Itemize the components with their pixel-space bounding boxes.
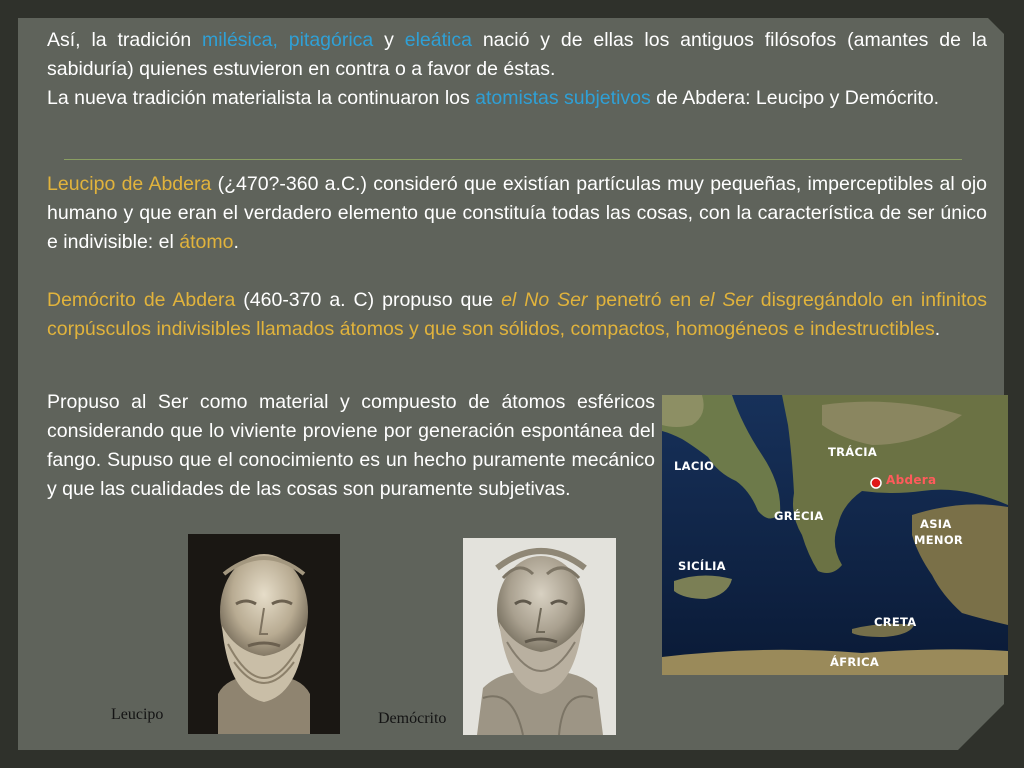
highlight-no-ser: el No Ser <box>501 289 588 311</box>
highlight-eleatica: eleática <box>404 29 472 51</box>
paragraph-tradicion <box>47 26 987 84</box>
text-run: (460-370 a. C) propuso que <box>235 289 502 311</box>
leucipo-bust-image <box>188 534 340 734</box>
slide-corner-cut <box>958 702 1006 750</box>
democrito-bust-drawing <box>463 538 616 735</box>
caption-leucipo: Leucipo <box>111 706 164 723</box>
divider-line <box>64 159 962 160</box>
paragraph-democrito <box>47 286 987 344</box>
paragraph-propuso: Propuso al Ser como material y compuesto de átomos esféricos considerando que lo viviente proviene por generación espontánea del fango. Supuso que el conocimiento es un hecho puramente mecánico y que las cualidades de las cosas son puramente subjetivas. <box>47 391 655 500</box>
text-run: nació y de ellas los antiguos filósofos (amantes de la sabiduría) quienes estuvieron en contra o a favor de éstas. <box>47 29 987 80</box>
highlight-democrito-de-abdera: Demócrito de Abdera <box>47 289 236 311</box>
map-label-asia: ASIA <box>920 517 952 531</box>
map-label-lacio: LACIO <box>674 459 715 473</box>
highlight-atomistas: atomistas subjetivos <box>475 87 651 109</box>
map-label-creta: CRETA <box>874 615 917 629</box>
text-run: y <box>373 29 405 51</box>
highlight-leucipo-de-abdera: Leucipo de Abdera <box>47 173 212 195</box>
highlight-milesica-pitagorica: milésica, pitagórica <box>202 29 374 51</box>
map-label-africa: ÁFRICA <box>830 655 880 669</box>
text-run: (¿470?-360 a.C.) consideró que existían partículas muy pequeñas, imperceptibles al ojo humano y que eran el verdadero elemento que constituía todas las cosas, con la característica de ser único e indivisible: el <box>47 173 988 253</box>
paragraph-materialista <box>47 84 987 113</box>
map-label-menor: MENOR <box>914 533 964 547</box>
paragraph-leucipo <box>47 170 987 257</box>
text-run: Así, la tradición <box>47 29 203 51</box>
slide-corner-cut-top <box>988 18 1006 36</box>
text-run: La nueva tradición materialista la continuaron los <box>47 87 476 109</box>
highlight-atomo: átomo <box>179 231 234 253</box>
map-label-tracia: TRÁCIA <box>828 445 878 459</box>
text-run: . <box>934 318 941 340</box>
leucipo-bust-drawing <box>188 534 340 734</box>
map-label-grecia: GRÉCIA <box>774 509 824 523</box>
caption-democrito: Demócrito <box>378 710 447 727</box>
map-label-sicilia: SICÍLIA <box>678 559 726 573</box>
highlight-disgregandolo: disgregándolo en infinitos corpúsculos indivisibles llamados átomos y que son sólidos, compactos, homogéneos e indestructibles <box>47 289 987 340</box>
text-run: de Abdera: Leucipo y Demócrito. <box>650 87 940 109</box>
map-image <box>662 395 1008 675</box>
democrito-bust-image <box>463 538 616 735</box>
map-label-abdera: Abdera <box>886 473 937 487</box>
highlight-el-ser: el Ser <box>699 289 753 311</box>
text-run: . <box>233 231 239 253</box>
highlight-penetro-en: penetró en <box>587 289 700 311</box>
